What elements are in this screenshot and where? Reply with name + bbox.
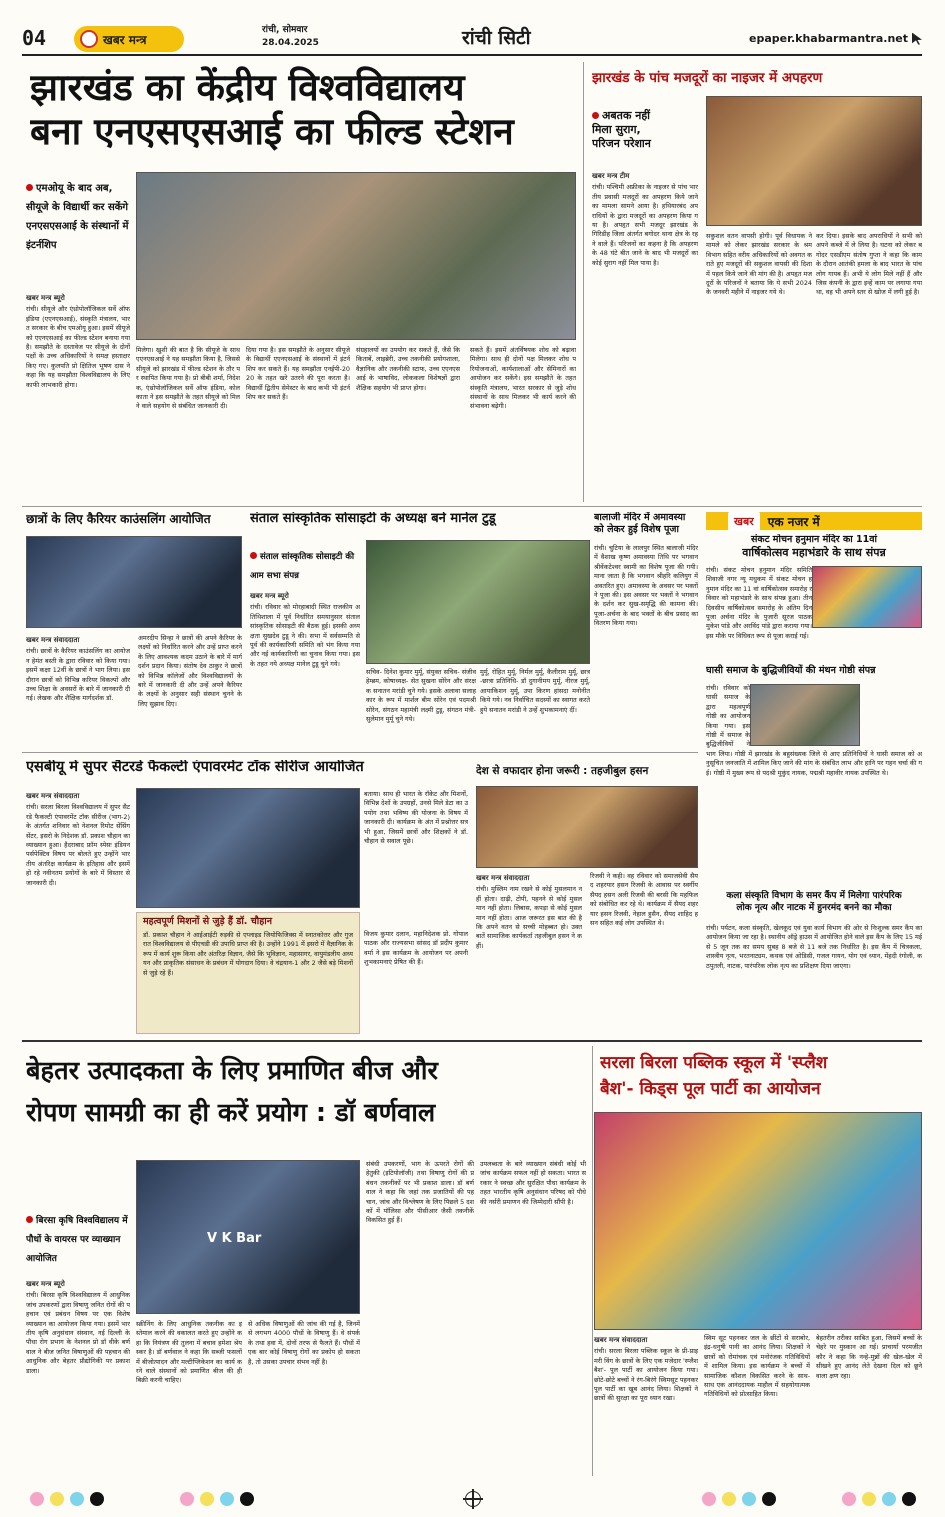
theatre-headline-1: कला संस्कृति विभाग के समर कैंप में मिलेगा पारंपरिक <box>726 891 902 901</box>
nazar-headline <box>706 534 922 562</box>
lead-kicker-text: एमओयू के बाद अब, सीयूजे के विद्यार्थी कर सकेंगे एनएसएसआई के संस्थानों में इंटर्नशिप <box>26 183 129 251</box>
registration-dot <box>722 1492 736 1506</box>
sbu-column-1 <box>26 790 130 1034</box>
sbu-box-body: डॉ. प्रकाश चौहान ने आईआईटी रुड़की से एप्लाइड जियोफिजिक्स में स्नातकोत्तर और गुजरात विश्वविद्यालय से पीएचडी की उपाधि प्राप्त की है। उन्होंने 1991 में इसरो में वैज्ञानिक के रूप में कार्य शुरू किया और अंतरिक्ष विज्ञान, जैसे कि भूविज्ञान, महासागर, वायुमंडलीय अध्ययन और प्राकृतिक संसाधन के प्रबंधन में योगदान दिया। वे चंद्रयान-1 और 2 जैसे बड़े मिशनों से जुड़े रहे हैं। <box>143 931 353 977</box>
ghasi-body-text: रांची। रविवार को घासी समाज के द्वारा महत्वपूर्ण गोष्ठी का आयोजन किया गया। इस गोष्ठी में समाज के बुद्धिजीवियों ने भाग लिया। गोष्ठी में झारखंड के बहुसंख्यक जिले से आए प्रतिनिधियों ने घासी समाज को अनुसूचित जनजाति में शामिल किए जाने की मांग के संबंधित लाभ और हानि पर गहन चर्चा की गई। गोष्ठी में मुख्य रूप से पदश्री मुकुंद नायक, पद्मश्री महावीर नायक उपस्थित थे। <box>706 684 922 777</box>
column-divider <box>592 1046 593 1476</box>
abduction-headline: झारखंड के पांच मजदूरों का नाइजर में अपहरण <box>592 70 823 86</box>
seed-kicker <box>26 1208 130 1272</box>
lead-headline-line-1: झारखंड का केंद्रीय विश्वविद्यालय <box>30 66 465 109</box>
balaji-headline-2: को लेकर हुई विशेष पूजा <box>594 524 679 535</box>
seed-headline-1: बेहतर उत्पादकता के लिए प्रमाणित बीज और <box>26 1056 438 1086</box>
splash-headline <box>600 1050 922 1106</box>
lead-kicker <box>26 176 130 286</box>
registration-dot <box>702 1492 716 1506</box>
ghasi-headline: घासी समाज के बुद्धिजीवियों की मंथन गोष्ठी संपन्न <box>706 665 876 676</box>
section-rule <box>22 752 698 753</box>
desh-byline: खबर मन्त्र संवाददाता <box>476 874 530 882</box>
location-day: रांची, सोमवार <box>262 25 308 35</box>
seed-kicker-text: बिरसा कृषि विश्वविद्यालय में पौधों के वायरस पर व्याख्यान आयोजित <box>26 1216 128 1264</box>
career-body-1: रांची। छात्रों के कैरियर काउंसलिंग का आयोजन हेमंत बस्ती के द्वारा रविवार को किया गया। इसमें कक्षा 12वीं के छात्रों ने भाग लिया। इस दौरान छात्रों को विभिन्न करियर विकल्पों और उच्च शिक्षा के अवसरों के बारे में जानकारी दी गई। लेखक और शैक्षिक मार्गदर्शक डॉ. <box>26 647 130 703</box>
theatre-headline <box>706 890 922 920</box>
career-headline: छात्रों के लिए कैरियर काउंसलिंग आयोजित <box>26 512 211 526</box>
splash-column-3: बेहतरीन तरीका साबित हुआ, जिसमें बच्चों के चेहरे पर मुस्कान आ गई। प्राचार्या परमजीत कौर ने कहा कि नन्हे-मुन्नों की खेल-खेल में सीखने हुए आनंद लेते देखना दिल को छूने वाला क्षण रहा। <box>816 1334 922 1380</box>
sbu-body-1: रांची। सरला बिरला विश्वविद्यालय में सुपर सैटरडे फैकल्टी एंपावरमेंट टॉक सीरीज (भाग-2) के अंतर्गत शनिवार को नेशनल रिमोट सेंसिंग सेंटर, इसरो के निदेशक डॉ. प्रकाश चौहान का व्याख्यान हुआ। हैदराबाद फ्रॉम स्पेसः इंडियन पर्सपेक्टिव विषय पर बोलते हुए उन्होंने भारतीय अंतरिक्ष कार्यक्रम के इतिहास और इसमें हो रहे नवीनतम प्रयोगों के बारे में विस्तार से जानकारी दी। <box>26 803 130 887</box>
registration-dot <box>220 1492 234 1506</box>
splash-column-2: स्विम सूट पहनकर जल के छींटों से सराबोर, इंद्र-धनुषी पानी का आनंद लिया। शिक्षकों ने छात्रों को रोमांचक एवं मनोरंजक गतिविधियों में शामिल किया। इस कार्यक्रम ने बच्चों में सामाजिक कौशल विकसित करने के साथ-साथ एक आनंददायक माहौल में सहयोगात्मक गतिविधियों को प्रोत्साहित किया। <box>704 1334 810 1399</box>
brand-name: खबर मन्त्र <box>103 32 147 47</box>
red-bullet-icon <box>592 112 599 119</box>
section-rule <box>22 1040 922 1042</box>
print-registration-marks <box>22 1491 922 1507</box>
nazar-photo-space <box>812 566 922 630</box>
abduction-body-1: रांची। पश्चिमी अफ्रीका के नाइजर से पांच भारतीय प्रवासी मजदूरों का अपहरण किये जाने का मामला सामने आया है। हथियारबंद अपराधियों के द्वारा मजदूरों का अपहरण किया गया है। अपहृत सभी मजदूर झारखंड के गिरिडीह जिला अंतर्गत बगोदर थाना क्षेत्र के रहने वाले हैं। परिजनों का कहना है कि अपहरण के 48 घंटे बीत जाने के बाद भी मजदूरों का कोई सुराग नहीं मिल पाया है। <box>592 183 698 267</box>
seed-column-5: उपलब्धता के बारे व्याख्यान संबंधी कोई भी जांच कार्यक्रम सफल नहीं हो सकता। भारत सरकार ने स्वच्छ और सुरक्षित पौधा कार्यक्रम के तहत भारतीय कृषि अनुसंधान परिषद को पौधे की नर्सरी प्रमाणन की जिम्मेदारी सौंपी है। <box>480 1160 586 1206</box>
registration-dot <box>842 1492 856 1506</box>
registration-dot <box>882 1492 896 1506</box>
registration-dot <box>902 1492 916 1506</box>
seed-column-4: संबंधी उपकरणों, भाग के ऊपरते रोगों की हेतुकी (इटियोलॉजी) तथा विषाणु रोगों की प्रबंधन तकनीकों पर भी प्रकाश डाला। डॉ बर्णवाल ने कहा कि जहां तक प्रजातियों की पहचान, जांच और विश्लेषण के लिए पिछले 5 दशकों में पॉलिसा और पीसीआर जैसी तकनीकें विकसित हुई हैं। <box>366 1160 474 1225</box>
seed-photo <box>136 1160 360 1314</box>
abduction-kicker-1: अबतक नहीं <box>602 109 651 122</box>
registration-dot <box>50 1492 64 1506</box>
red-bullet-icon <box>250 552 257 559</box>
lead-body-1: रांची। सीयूजे और एंथ्रोपोलॉजिकल सर्वे ऑफ इंडिया (एएनएसआई), संस्कृति मंत्रालय, भारत सरकार के बीच एमओयू हुआ। इसमें सीयूजे को एएनएसआई का फील्ड स्टेशन बनाया गया है। समझौते के दस्तावेज पर सीयूजे के दोनों पक्षों के उच्च अधिकारियों ने समक्ष हस्ताक्षर किए गए। कुलपति प्रो क्षितिज भूषण दास ने कहा कि यह समझौता विश्वविद्यालय के लिए काफी लाभकारी होगा। <box>26 305 130 389</box>
santal-column-1 <box>250 590 360 746</box>
lead-column-5: सकते हैं। इसमें अंतर्विषयक शोध को बढ़ावा मिलेगा। साथ ही दोनों पक्ष मिलकर शोध परियोजनाओं, कार्यशालाओं और सेमिनारों का आयोजन कर सकेंगे। इस समझौते के तहत संस्कृति मंत्रालय, भारत सरकार से जुड़े शोध संस्थानों के साथ मिलकर भी कार्य करने की संभावना बढ़ेगी। <box>470 346 576 411</box>
registration-dot <box>180 1492 194 1506</box>
registration-dot <box>762 1492 776 1506</box>
section-title: रांची सिटी <box>462 27 531 49</box>
registration-dot <box>90 1492 104 1506</box>
seed-column-1 <box>26 1278 130 1474</box>
abduction-kicker-3: परिजन परेशान <box>592 137 651 150</box>
santal-column-2: सचिव- दिनेश कुमार मुर्मू, संयुक्त सचिव- संजीव हेम्ब्रम, कोषाध्यक्ष- सेत सुखना सोरेन और संरक्षक सनातन मरांडी चुने गये। इसके अलावा सलाहकार के रूप में मार्शल बीम सोरेन एवं पदमश्री सोरेन, संगठन महामंत्री लक्ष्मी टुडू, संगठन मंत्री- सुलेमान मुर्मू चुने गये। <box>366 668 476 724</box>
career-byline: खबर मन्त्र संवाददाता <box>26 636 80 644</box>
abduction-column-3: कर दिया। इसके बाद अपराधियों ने सभी को अपने कब्जे में ले लिया है। घटना को लेकर बगोदर एसडीएम संतोष गुप्ता ने कहा कि काम के दौरान आतंकी हमला के बाद भारत के पांच लोग गायब हैं। अभी ये लोग मिले नहीं हैं और जिस कंपनी के द्वारा इन्हें काम पर लगाया गया था, वह भी अपने स्तर से खोज में लगी हुई है। <box>816 232 922 297</box>
brand-logo <box>74 26 184 52</box>
desh-column-2: रिजवी ने कही। वह रविवार को समाजसेवी सैयद शहरयार हसन रिजवी के आवास पर स्वर्गीय सैयद हसन अली रिजवी की बरसी कि महफिल को संबोधित कर रहे थे। कार्यक्रम में सैयद शहरयार हसन रिजवी, नेहाल हुसैन, सैयद शाहिद हसन सहित कई लोग उपस्थित थे। <box>590 872 698 928</box>
santal-kicker <box>250 544 360 584</box>
lead-column-3: दिया गया है। इस समझौते के अनुसार सीयूजे के विद्यार्थी एएनएसआई के संस्थानों में इंटर्नशिप कर सकते हैं। यह समझौता एनईपी-2020 के तहत खरे उतरने की पूरा करता है। विद्यार्थी द्वितीय सेमेस्टर के बाद कभी भी इंटर्नशिप कर सकते हैं। <box>246 346 350 402</box>
desh-photo <box>476 786 698 868</box>
abduction-kicker-2: मिला सुराग, <box>592 123 641 136</box>
crosshair-target-icon <box>465 1491 481 1507</box>
sbu-box-headline: महत्वपूर्ण मिशनों से जुड़े हैं डॉ. चौहान <box>143 916 272 927</box>
santal-body-1: रांची। रविवार को मोरहाबादी स्थित राजकीय अतिथिशाला में पूर्व निर्धारित समयानुसार संताल सांस्कृतिक सोसाइटी की बैठक हुई। इसकी अध्यक्षता सुखदेव टुडू ने की। सभा में सर्वसम्मति से पूर्व की कार्यकारिणी समिति को भंग किया गया और नई कार्यकारिणी का चुनाव किया गया। इसके तहत नये अध्यक्ष मानेल टुडू चुने गये। <box>250 603 360 668</box>
sbu-headline: एसबीयू में सुपर सैटरडे फैकल्टी एंपावरमेंट टॉक सीरीज आयोजित <box>26 760 364 775</box>
seed-byline: खबर मन्त्र ब्यूरो <box>26 1280 65 1288</box>
splash-headline-1: सरला बिरला पब्लिक स्कूल में 'स्प्लैश <box>600 1053 828 1073</box>
sbu-photo <box>136 788 360 908</box>
desh-column-1 <box>476 872 582 1034</box>
registration-dot <box>30 1492 44 1506</box>
career-column-1 <box>26 634 130 746</box>
santal-photo <box>366 540 590 664</box>
page-number: 04 <box>22 26 47 50</box>
desh-body-1: रांची। मुस्लिम नाम रखने से कोई मुसलमान नहीं होता। दाढ़ी, टोपी, पहनने से कोई मुसलमान नहीं होता। लिबास, कपड़ा से कोई मुसलमान नहीं होता। आज जरूरत इस बात की है कि अपने वतन से सच्ची मोहब्बत हो। उक्त बातें सामाजिक कार्यकर्ता तहजीबुल हसन ने कहीं। <box>476 885 582 950</box>
balaji-body: रांची। चुटिया के लालपुर स्थित बालाजी मंदिर में वैशाख कृष्ण अमावस्या तिथि पर भगवान श्रीवेंकटेश्वर स्वामी का विशेष पूजा की गयी। माना जाता है कि भगवान श्रीहरि कलियुग में अवतरित हुए। अमावस्या के अवसर पर भक्तों ने पूजा की। इस अवसर पर भक्तों ने भगवान के दर्शन कर सुख-समृद्धि की कामना की। पूजा-अर्चना के बाद भक्तों के बीच प्रसाद का वितरण किया गया। <box>594 544 698 628</box>
registration-dot <box>200 1492 214 1506</box>
registration-dot <box>862 1492 876 1506</box>
brand-icon <box>80 30 98 48</box>
lead-column-4: संग्रहालयों का उपयोग कर सकते हैं, जैसे कि किताबें, लाइब्रेरी, उच्च तकनीकी प्रयोगशाला, वैज्ञानिक और तकनीकी स्टाफ, उच्च एएनएसआई के भाषाविद, लोककला विशेषज्ञों द्वारा शैक्षिक सहयोग भी प्राप्त होगा। <box>356 346 460 392</box>
column-divider <box>583 62 584 502</box>
sbu-column-3: विजय कुमार दलान, महानिदेशक प्रो. गोपाल पाठक और राज्यसभा सांसद डॉ प्रदीप कुमार वर्मा ने इस कार्यक्रम के आयोजन पर अपनी शुभकामनाएं प्रेषित की हैं। <box>364 930 468 967</box>
lead-headline-line-2: बना एनएसएसआई का फील्ड स्टेशन <box>30 110 514 153</box>
registration-dot <box>240 1492 254 1506</box>
splash-body-1: रांची। सरला बिरला पब्लिक स्कूल के प्री-प्राइमरी विंग के छात्रों के लिए एक मजेदार 'स्प्लैश बैश'- पूल पार्टी का आयोजन किया गया। छोटे-छोटे बच्चों ने रंग-बिरंगे स्विमसूट पहनकर पूल पार्टी का खूब आनंद लिया। शिक्षकों ने छात्रों की सुरक्षा का पूरा ध्यान रखा। <box>594 1347 698 1403</box>
nazar-headline-2: वार्षिकोत्सव महाभंडारे के साथ संपन्न <box>742 546 886 559</box>
abduction-byline: खबर मन्त्र टीम <box>592 172 630 180</box>
seed-headline-2: रोपण सामग्री का ही करें प्रयोग : डॉ बर्णवाल <box>26 1098 436 1128</box>
abduction-column-1 <box>592 170 698 500</box>
theatre-body: रांची। पर्यटन, कला संस्कृति, खेलकूद एवं युवा कार्य विभाग की ओर से निःशुल्क समर कैंप का आयोजन किया जा रहा है। स्थानीय ऑड्रे हाउस में आयोजित होने वाले इस कैंप के लिए 15 मई से 5 जून तक का समय सुबह 8 बजे से 11 बजे तक निर्धारित है। इस कैंप में चित्रकला, शास्त्रीय नृत्य, भरतनाट्यम, कथक एवं ओडिसी, गजल गायन, योग एवं ध्यान, मेंहदी रंगोली, कठपुतली, नाटक, पारंपरिक लोक नृत्य का प्रशिक्षण दिया जाएगा। <box>706 924 922 970</box>
lead-byline: खबर मन्त्र ब्यूरो <box>26 294 65 302</box>
cursor-icon <box>912 33 922 45</box>
sbu-byline: खबर मन्त्र संवाददाता <box>26 792 80 800</box>
seed-body-1: रांची। बिरसा कृषि विश्वविद्यालय में आधुनिक जांच उपकरणों द्वारा विषाणु जनित रोगों की पहचान एवं प्रबंधन विषय पर एक विशेष व्याख्यान का आयोजन किया गया। इसमें भारतीय कृषि अनुसंधान संस्थान, नई दिल्ली के पौधा रोग प्रभाग के नेशनल प्रो डॉ वीके बर्णवाल ने बीज जनित विषाणुओं की पहचान की आधुनिक और बेहतर प्रौद्योगिकी पर प्रकाश डाला। <box>26 1291 130 1375</box>
splash-photo <box>594 1112 922 1330</box>
sbu-box <box>136 912 360 1034</box>
ghasi-body <box>706 684 922 886</box>
abduction-column-2: सकुशल वतन वापसी होगी। पूर्व विधायक ने मामले को लेकर झारखंड सरकार के श्रम विभाग सहित वरीय अधिकारियों को अवगत कराते हुए मजदूरों की सकुशल वापसी की दिशा में पहल किये जाने की मांग की है। अपहृत मजदूरों के परिजनों ने बताया कि ये सभी 2024 के जनवरी महीने में नाइजर गये थे। <box>706 232 812 297</box>
abduction-photo <box>706 96 922 226</box>
balaji-headline <box>594 512 698 540</box>
sbu-column-2: बताया। साथ ही भारत के रॉकेट और मिशनों, विभिन्न देशों के उपग्रहों, उनसे मिले डेटा का उपयोग तथा भविष्य की योजना के विषय में जानकारी दी। कार्यक्रम के अंत में प्रश्नोत्तर सत्र भी हुआ, जिसमें छात्रों और शिक्षकों ने डॉ. चौहान से सवाल पूछे। <box>364 790 468 846</box>
balaji-headline-1: बालाजी मंदिर में अमावस्या <box>594 512 686 523</box>
santal-column-3: मुर्मू, रोहित मुर्मू, निर्मल मुर्मू, कैलीराम मुर्मू, छात्र-छात्रा प्रतिनिधि- डॉ दुगानीमय मुर्मू, नीरज मुर्मू, आयाकिशन मुर्मू, उपा किरण हांसदा मनोनीत किये गये। नव निर्वाचित सदस्यों का स्वागत करते हुये सनातन मरांडी ने उन्हें शुभकामनाएं दीं। <box>480 668 590 714</box>
theatre-headline-2: लोक नृत्य और नाटक में हुनरमंद बनने का मौका <box>736 903 892 913</box>
ek-nazar-tag: खबर <box>728 512 760 531</box>
ghasi-photo-space <box>750 684 922 748</box>
splash-headline-2: बैश'- किड्स पूल पार्टी का आयोजन <box>600 1079 821 1099</box>
seed-column-2: स्क्रीनिंग के लिए आधुनिक तकनीक का इस्तेमाल करने की वकालत करते हुए उन्होंने कहा कि नियंत्रण की तुलना में बचाव हमेशा श्रेयस्कर है। डॉ बर्णवाल ने कहा कि सब्जी फसलों में बीजोत्पादन और मल्टीप्लिकेशन का कार्य करने वाले संस्थानों को प्रमाणित बीज की ही बिक्री करनी चाहिए। <box>136 1320 242 1385</box>
splash-column-1 <box>594 1334 698 1474</box>
career-photo <box>26 536 242 628</box>
ek-nazar-banner <box>706 512 922 530</box>
issue-date: 28.04.2025 <box>262 38 319 48</box>
seed-column-3: से अधिक विषाणुओं की जांच की गई है, जिनमें से लगभग 4000 पौधों के विषाणु हैं। वे संपर्क के तथा हवा में, दोनों तरफ से फैलते हैं। पौधों में एक बार कोई विषाणु रोगों का प्रकोप हो सकता है, तो उसका उपचार संभव नहीं है। <box>248 1320 360 1366</box>
dateline <box>262 24 319 50</box>
red-bullet-icon <box>26 1216 33 1223</box>
section-rule <box>22 506 922 507</box>
seed-screen-label: V K Bar <box>207 1231 262 1246</box>
seed-headline <box>26 1050 586 1146</box>
masthead <box>22 22 922 56</box>
santal-headline: संताल सांस्कृतिक सोसाइटी के अध्यक्ष बने मानेल टुडू <box>250 512 496 526</box>
nazar-body <box>706 566 922 660</box>
abduction-kicker <box>592 104 702 164</box>
lead-column-2: मिलेगा। खुशी की बात है कि सीयूजे के साथ एएनएसआई ने यह समझौता किया है, जिससे सीयूजे को झारखंड में फील्ड स्टेशन के तौर पर स्थापित किया गया है। प्रो बीबी शर्मा, निदेशक, एंथ्रोपोलॉजिकल सर्वे ऑफ इंडिया, कोलकाता ने इस समझौते के तहत सीयूजे को मिलने वाले सहयोग से संबंधित जानकारी दी। <box>136 346 240 411</box>
site-url-text[interactable]: epaper.khabarmantra.net <box>749 32 908 45</box>
nazar-body-text: रांची। संकट मोचन हनुमान मंदिर समिति शिवाजी नगर न्यू मधुकम में संकट मोचन हनुमान मंदिर का 11 वां वार्षिकोत्सव समारोह रविवार को महाभंडारे के साथ संपन्न हुआ। तीन दिवसीय वार्षिकोत्सव समारोह के अंतिम दिन पूजा अर्चना मंदिर के पुजारी सूरज पाठक मुकेश पांडे और अरविंद पांडे द्वारा कराया गया। इस मौके पर विधिवत रूप से पूजा कराई गई। <box>706 566 812 640</box>
nazar-headline-1: संकट मोचन हनुमान मंदिर का 11वां <box>750 534 877 545</box>
santal-kicker-text: संताल सांस्कृतिक सोसाइटी की आम सभा संपन्न <box>250 552 355 581</box>
site-url[interactable] <box>749 32 922 45</box>
lead-headline <box>30 66 570 162</box>
career-column-2: अमरदीप सिन्हा ने छात्रों की अपने कैरियर के लक्ष्यों को निर्धारित करने और उन्हें प्राप्त करने के लिए आवश्यक कदम उठाने के बारे में मार्गदर्शन प्रदान किया। संतोष देव ठाकुर ने छात्रों को विभिन्न कॉलेजों और विश्वविद्यालयों के बारे में जानकारी दी और उन्हें अपने कैरियर के लक्ष्यों के अनुसार सही संस्थान चुनने के लिए सुझाव दिए। <box>138 634 242 708</box>
registration-dot <box>742 1492 756 1506</box>
ek-nazar-label: एक नजर में <box>767 514 820 529</box>
santal-byline: खबर मन्त्र ब्यूरो <box>250 592 289 600</box>
registration-dot <box>70 1492 84 1506</box>
splash-byline: खबर मन्त्र संवाददाता <box>594 1336 648 1344</box>
red-bullet-icon <box>26 184 33 191</box>
desh-headline: देश से वफादार होना जरूरी : तहजीबुल हसन <box>476 765 649 777</box>
lead-photo <box>136 172 576 340</box>
